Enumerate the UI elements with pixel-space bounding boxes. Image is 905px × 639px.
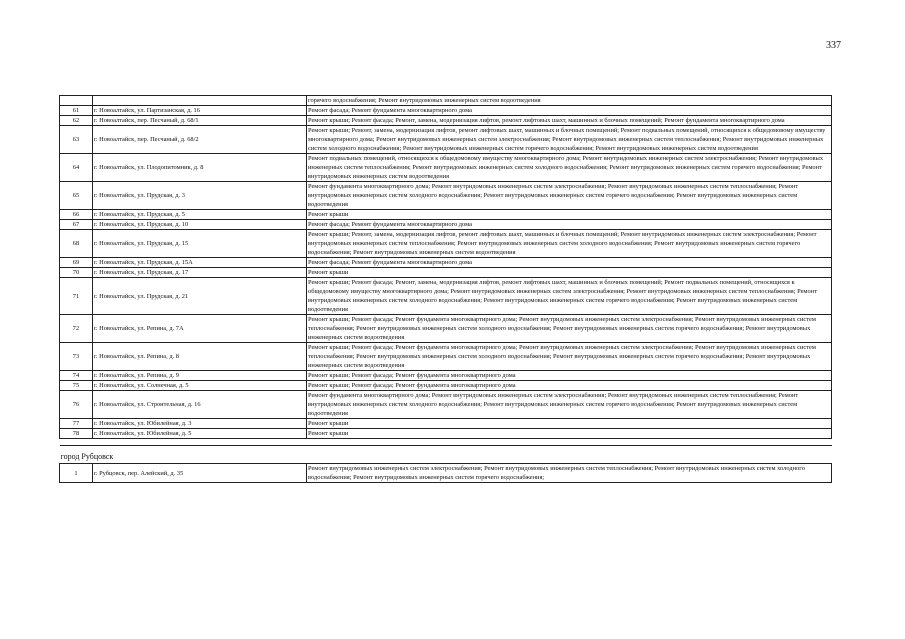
row-address — [93, 96, 307, 106]
table-row — [60, 126, 832, 154]
row-address: г. Новоалтайск, ул. Репина, д. 9 — [93, 371, 307, 381]
table-row — [60, 116, 832, 126]
row-works: Ремонт внутридомовых инженерных систем электроснабжения; Ремонт внутридомовых инженерных систем теплоснабжения; Ремонт внутридомовых инженерных систем холодного водоснабжения; Ремонт внутридомовых инженерных систем горячего водоснабжения; — [307, 464, 832, 483]
row-number: 64 — [60, 154, 93, 182]
row-number: 70 — [60, 268, 93, 278]
row-number: 75 — [60, 381, 93, 391]
table-row — [60, 429, 832, 439]
row-works: Ремонт крыши; Ремонт фасада; Ремонт, замена, модернизация лифтов, ремонт лифтовых шахт, машинных и блочных помещений; Ремонт подвальных помещений, относящихся к общедомовому имуществу многоквартирного дома; Ремонт внутридомовых инженерных систем электроснабжения; Ремонт внутридомовых инженерных систем теплоснабжения; Ремонт внутридомовых инженерных систем холодного водоснабжения; Ремонт внутридомовых инженерных систем горячего водоснабжения; Ремонт внутридомовых инженерных систем водоотведения — [307, 278, 832, 315]
table-row — [60, 230, 832, 258]
table-row — [60, 464, 832, 483]
row-number: 69 — [60, 258, 93, 268]
table-row — [60, 315, 832, 343]
table-row — [60, 258, 832, 268]
row-works: Ремонт крыши; Ремонт, замена, модернизация лифтов, ремонт лифтовых шахт, машинных и блочных помещений; Ремонт подвальных помещений, относящихся к общедомовому имуществу многоквартирного дома; Ремонт внутридомовых инженерных систем электроснабжения; Ремонт внутридомовых инженерных систем теплоснабжения; Ремонт внутридомовых инженерных систем холодного водоснабжения; Ремонт внутридомовых инженерных систем горячего водоснабжения; Ремонт внутридомовых инженерных систем водоотведения — [307, 126, 832, 154]
table-row — [60, 106, 832, 116]
table-row — [60, 391, 832, 419]
row-address: г. Новоалтайск, ул. Репина, д. 8 — [93, 343, 307, 371]
row-number: 72 — [60, 315, 93, 343]
row-number: 63 — [60, 126, 93, 154]
row-works: Ремонт фундамента многоквартирного дома; Ремонт внутридомовых инженерных систем электроснабжения; Ремонт внутридомовых инженерных систем теплоснабжения; Ремонт внутридомовых инженерных систем холодного водоснабжения; Ремонт внутридомовых инженерных систем горячего водоснабжения; Ремонт внутридомовых инженерных систем водоотведения — [307, 391, 832, 419]
row-works: Ремонт фундамента многоквартирного дома; Ремонт внутридомовых инженерных систем электроснабжения; Ремонт внутридомовых инженерных систем теплоснабжения; Ремонт внутридомовых инженерных систем холодного водоснабжения; Ремонт внутридомовых инженерных систем горячего водоснабжения; Ремонт внутридомовых инженерных систем водоотведения — [307, 182, 832, 210]
table-row — [60, 419, 832, 429]
row-works: Ремонт крыши — [307, 419, 832, 429]
row-number: 73 — [60, 343, 93, 371]
row-address: г. Новоалтайск, ул. Юбилейная, д. 5 — [93, 429, 307, 439]
row-works: Ремонт фасада; Ремонт фундамента многоквартирного дома — [307, 258, 832, 268]
row-works: Ремонт крыши; Ремонт фасада; Ремонт фундамента многоквартирного дома; Ремонт внутридомовых инженерных систем электроснабжения; Ремонт внутридомовых инженерных систем теплоснабжения; Ремонт внутридомовых инженерных систем холодного водоснабжения; Ремонт внутридомовых инженерных систем горячего водоснабжения; Ремонт внутридомовых инженерных систем водоотведения — [307, 343, 832, 371]
row-works: Ремонт подвальных помещений, относящихся к общедомовому имуществу многоквартирного дома; Ремонт внутридомовых инженерных систем электроснабжения; Ремонт внутридомовых инженерных систем теплоснабжения; Ремонт внутридомовых инженерных систем холодного водоснабжения; Ремонт внутридомовых инженерных систем горячего водоснабжения; Ремонт внутридомовых инженерных систем водоотведения — [307, 154, 832, 182]
row-works: горячего водоснабжения; Ремонт внутридомовых инженерных систем водоотведения — [307, 96, 832, 106]
row-address: г. Новоалтайск, ул. Строительная, д. 16 — [93, 391, 307, 419]
row-works: Ремонт крыши — [307, 210, 832, 220]
row-number: 66 — [60, 210, 93, 220]
spacer-cell — [60, 439, 832, 446]
table-body — [60, 96, 832, 483]
row-number: 76 — [60, 391, 93, 419]
row-address: г. Новоалтайск, ул. Прудская, д. 21 — [93, 278, 307, 315]
row-address: г. Новоалтайск, ул. Прудская, д. 17 — [93, 268, 307, 278]
table-row — [60, 182, 832, 210]
row-works: Ремонт крыши; Ремонт, замена, модернизация лифтов, ремонт лифтовых шахт, машинных и блочных помещений; Ремонт внутридомовых инженерных систем электроснабжения; Ремонт внутридомовых инженерных систем теплоснабжения; Ремонт внутридомовых инженерных систем холодного водоснабжения; Ремонт внутридомовых инженерных систем горячего водоснабжения; Ремонт внутридомовых инженерных систем водоотведения — [307, 230, 832, 258]
row-address: г. Новоалтайск, ул. Прудская, д. 15 — [93, 230, 307, 258]
section-header-row — [60, 446, 832, 464]
row-number — [60, 96, 93, 106]
row-address: г. Новоалтайск, ул. Прудская, д. 10 — [93, 220, 307, 230]
row-number: 65 — [60, 182, 93, 210]
table-row — [60, 96, 832, 106]
row-works: Ремонт крыши; Ремонт фасада; Ремонт фундамента многоквартирного дома — [307, 371, 832, 381]
table-row — [60, 220, 832, 230]
row-number: 78 — [60, 429, 93, 439]
table-row — [60, 210, 832, 220]
row-number: 71 — [60, 278, 93, 315]
row-works: Ремонт крыши; Ремонт фасада; Ремонт фундамента многоквартирного дома — [307, 381, 832, 391]
row-address: г. Новоалтайск, ул. Партизанская, д. 16 — [93, 106, 307, 116]
row-works: Ремонт фасада; Ремонт фундамента многоквартирного дома — [307, 106, 832, 116]
table-row — [60, 343, 832, 371]
row-number: 68 — [60, 230, 93, 258]
row-works: Ремонт крыши — [307, 429, 832, 439]
row-address: г. Новоалтайск, ул. Прудская, д. 5 — [93, 210, 307, 220]
row-address: г. Новоалтайск, ул. Прудская, д. 15А — [93, 258, 307, 268]
repair-table — [59, 95, 832, 483]
row-works: Ремонт фасада; Ремонт фундамента многоквартирного дома — [307, 220, 832, 230]
table-row — [60, 154, 832, 182]
row-number: 74 — [60, 371, 93, 381]
row-address: г. Новоалтайск, ул. Прудская, д. 3 — [93, 182, 307, 210]
table-row — [60, 278, 832, 315]
row-works: Ремонт крыши; Ремонт фасада; Ремонт фундамента многоквартирного дома; Ремонт внутридомовых инженерных систем электроснабжения; Ремонт внутридомовых инженерных систем теплоснабжения; Ремонт внутридомовых инженерных систем холодного водоснабжения; Ремонт внутридомовых инженерных систем горячего водоснабжения; Ремонт внутридомовых инженерных систем водоотведения — [307, 315, 832, 343]
row-number: 61 — [60, 106, 93, 116]
page-number: 337 — [826, 40, 841, 51]
row-address: г. Новоалтайск, ул. Плодопитомник, д. 8 — [93, 154, 307, 182]
row-number: 67 — [60, 220, 93, 230]
row-works: Ремонт крыши — [307, 268, 832, 278]
row-number: 1 — [60, 464, 93, 483]
row-number: 77 — [60, 419, 93, 429]
row-number: 62 — [60, 116, 93, 126]
row-address: г. Новоалтайск, ул. Юбилейная, д. 3 — [93, 419, 307, 429]
row-address: г. Новоалтайск, пер. Песчаный, д. 68/2 — [93, 126, 307, 154]
spacer-row — [60, 439, 832, 446]
row-works: Ремонт крыши; Ремонт фасада; Ремонт, замена, модернизация лифтов, ремонт лифтовых шахт, машинных и блочных помещений; Ремонт фундамента многоквартирного дома — [307, 116, 832, 126]
row-address: г. Новоалтайск, ул. Солнечная, д. 5 — [93, 381, 307, 391]
table-row — [60, 371, 832, 381]
row-address: г. Рубцовск, пер. Алейский, д. 35 — [93, 464, 307, 483]
row-address: г. Новоалтайск, ул. Репина, д. 7А — [93, 315, 307, 343]
section-title: город Рубцовск — [60, 446, 832, 464]
row-address: г. Новоалтайск, пер. Песчаный, д. 68/1 — [93, 116, 307, 126]
table-row — [60, 381, 832, 391]
table-row — [60, 268, 832, 278]
